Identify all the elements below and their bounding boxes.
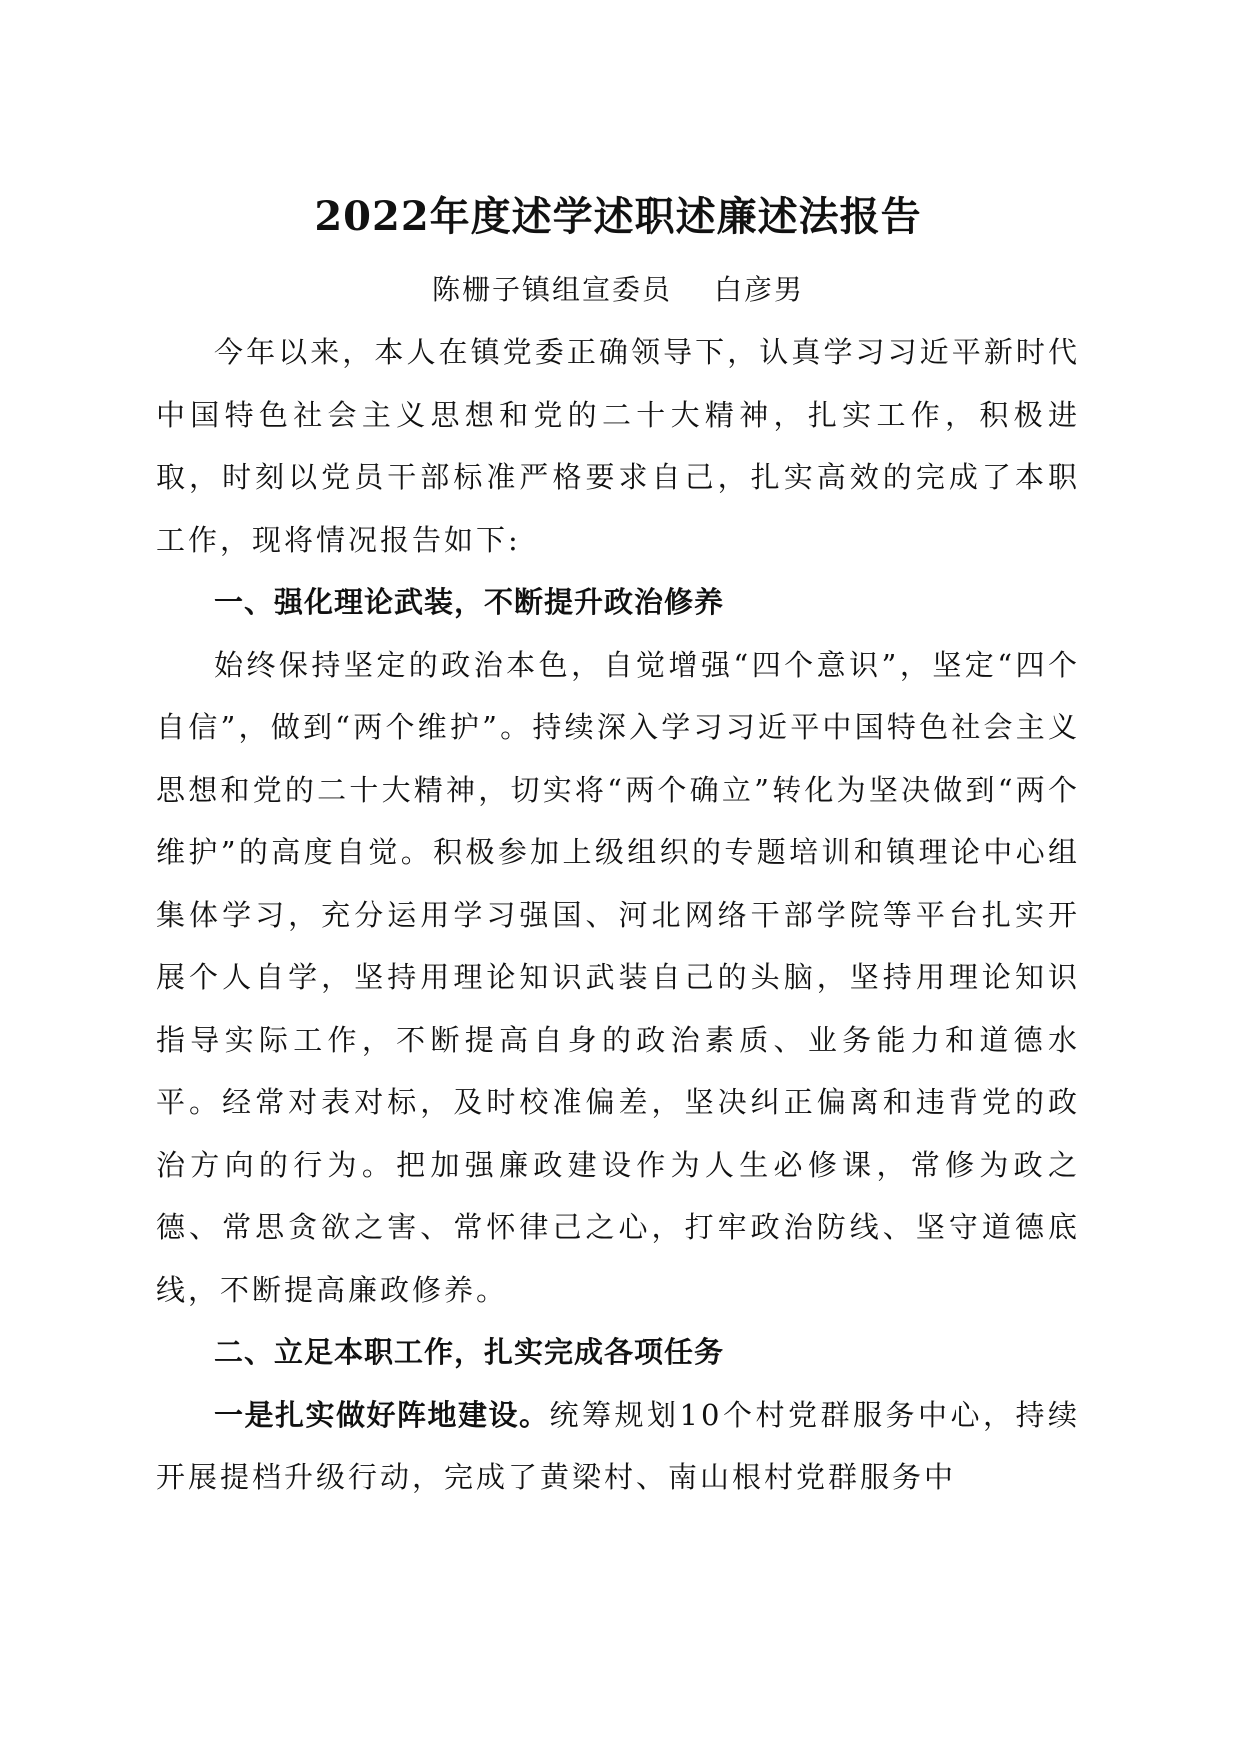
section-1-heading: 一、强化理论武装，不断提升政治修养 bbox=[214, 585, 725, 619]
document-body bbox=[156, 175, 1080, 1509]
item-1-body: 统筹规划10个村党群服务中心，持续开展提档升级行动，完成了黄梁村、南山根村党群服务中 bbox=[156, 1397, 1080, 1494]
item-1-lead: 一是扎实做好阵地建设。 bbox=[214, 1397, 550, 1432]
intro-paragraph: 今年以来，本人在镇党委正确领导下，认真学习习近平新时代中国特色社会主义思想和党的二十大精神，扎实工作，积极进取，时刻以党员干部标准严格要求自己，扎实高效的完成了本职工作，现将情况报告如下: bbox=[156, 335, 1080, 557]
author-position: 陈栅子镇组宣委员 bbox=[431, 273, 672, 306]
author-line bbox=[156, 259, 1080, 321]
document-title: 2022年度述学述职述廉述法报告 bbox=[314, 193, 922, 240]
author-name: 白彦男 bbox=[714, 273, 805, 306]
section-2-item-1-paragraph bbox=[156, 1384, 1080, 1509]
section-2-heading: 二、立足本职工作，扎实完成各项任务 bbox=[214, 1335, 725, 1369]
section-1-paragraph: 始终保持坚定的政治本色，自觉增强“四个意识”，坚定“四个自信”，做到“两个维护”。持续深入学习习近平中国特色社会主义思想和党的二十大精神，切实将“两个确立”转化为坚决做到“两个维护”的高度自觉。积极参加上级组织的专题培训和镇理论中心组集体学习，充分运用学习强国、河北网络干部学院等平台扎实开展个人自学，坚持用理论知识武装自己的头脑，坚持用理论知识指导实际工作，不断提高自身的政治素质、业务能力和道德水平。经常对表对标，及时校准偏差，坚决纠正偏离和违背党的政治方向的行为。把加强廉政建设作为人生必修课，常修为政之德、常思贪欲之害、常怀律己之心，打牢政治防线、坚守道德底线，不断提高廉政修养。 bbox=[156, 647, 1080, 1307]
